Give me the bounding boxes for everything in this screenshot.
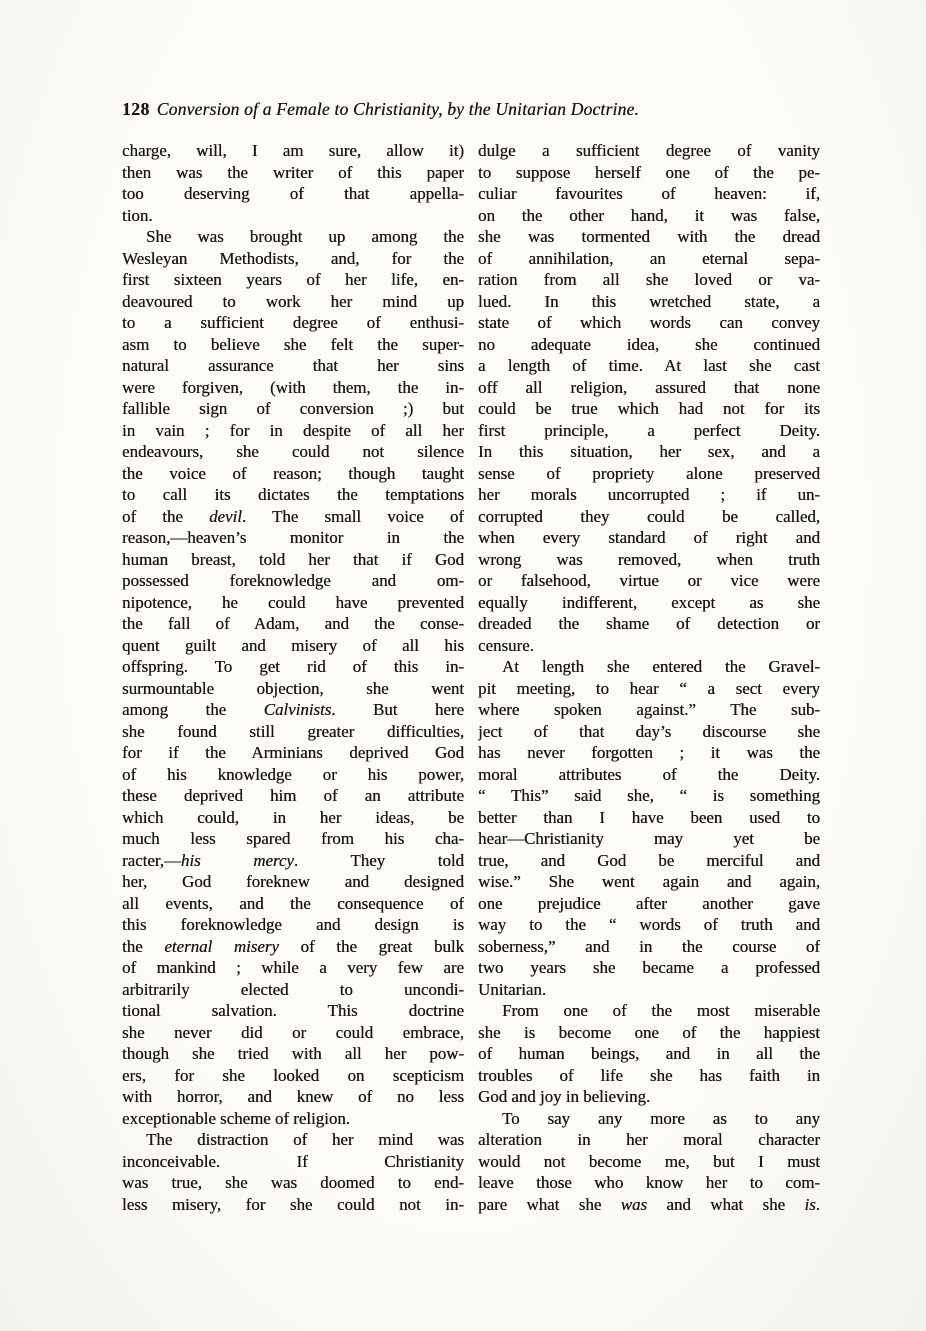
text-line: too deserving of that appella-	[122, 184, 464, 203]
text-line: corrupted they could be called,	[478, 506, 820, 526]
text-line: of annihilation, an eternal sepa-	[478, 248, 820, 268]
text-line: to a sufficient degree of enthusi-	[122, 313, 464, 332]
text-line: racter,—his mercy. They told	[122, 850, 464, 870]
text-line: the voice of reason; though taught	[122, 463, 464, 483]
text-line: lued. In this wretched state, a	[478, 291, 820, 311]
text-line: then was the writer of this paper	[122, 162, 464, 182]
text-line: when every standard of right and	[478, 528, 820, 547]
text-line: Wesleyan Methodists, and, for the	[122, 248, 464, 268]
text-line: she is become one of the happiest	[478, 1022, 820, 1042]
text-line: could be true which had not for its	[478, 399, 820, 418]
text-line: of mankind ; while a very few are	[122, 958, 464, 977]
text-line: asm to believe she felt the super-	[122, 334, 464, 354]
text-line: The distraction of her mind was	[146, 1130, 464, 1149]
text-line: these deprived him of an attribute	[122, 786, 464, 805]
text-line: first sixteen years of her life, en-	[122, 270, 464, 289]
text-line: pare what she was and what she is.	[478, 1194, 820, 1214]
text-line: “ This” said she, “ is something	[478, 786, 820, 805]
text-line: In this situation, her sex, and a	[478, 442, 820, 461]
text-line: fallible sign of conversion ;) but	[122, 399, 464, 418]
text-line: ers, for she looked on scepticism	[122, 1065, 464, 1085]
text-line: two years she became a professed	[478, 958, 820, 977]
text-line: dreaded the shame of detection or	[478, 614, 820, 633]
text-line: pit meeting, to hear “ a sect every	[478, 678, 820, 698]
text-line: equally indifferent, except as she	[478, 592, 820, 612]
text-line: less misery, for she could not in-	[122, 1194, 464, 1214]
text-line: wrong was removed, when truth	[478, 549, 820, 569]
text-line: first principle, a perfect Deity.	[478, 420, 820, 440]
left-column	[122, 140, 464, 1215]
text-line: much less spared from his cha-	[122, 829, 464, 848]
text-line: exceptionable scheme of religion.	[122, 1108, 350, 1128]
text-line: all events, and the consequence of	[122, 893, 464, 913]
text-line: was true, she was doomed to end-	[122, 1173, 464, 1192]
text-line: To say any more as to any	[502, 1108, 820, 1128]
text-line: way to the “ words of truth and	[478, 915, 820, 934]
text-line: of the devil. The small voice of	[122, 506, 464, 526]
text-line: better than I have been used to	[478, 807, 820, 827]
text-line: which could, in her ideas, be	[122, 807, 464, 827]
text-line: nipotence, he could have prevented	[122, 592, 464, 612]
text-line: At length she entered the Gravel-	[502, 657, 820, 676]
text-line: she found still greater difficulties,	[122, 721, 464, 741]
text-line: with horror, and knew of no less	[122, 1087, 464, 1106]
text-line: were forgiven, (with them, the in-	[122, 377, 464, 397]
text-line: the fall of Adam, and the conse-	[122, 614, 464, 633]
text-line: her morals uncorrupted ; if un-	[478, 485, 820, 504]
text-line: would not become me, but I must	[478, 1151, 820, 1171]
text-line: she never did or could embrace,	[122, 1022, 464, 1042]
text-line: censure.	[478, 635, 534, 655]
text-line: true, and God be merciful and	[478, 850, 820, 870]
text-line: leave those who know her to com-	[478, 1173, 820, 1192]
text-line: moral attributes of the Deity.	[478, 764, 820, 784]
text-line: tion.	[122, 205, 153, 225]
text-line: her, God foreknew and designed	[122, 872, 464, 891]
text-line: From one of the most miserable	[502, 1001, 820, 1020]
text-line: or falsehood, virtue or vice were	[478, 571, 820, 590]
text-line: surmountable objection, she went	[122, 678, 464, 698]
text-line: human breast, told her that if God	[122, 549, 464, 569]
text-line: deavoured to work her mind up	[122, 291, 464, 311]
running-head	[122, 98, 820, 120]
text-line: reason,—heaven’s monitor in the	[122, 528, 464, 547]
text-line: on the other hand, it was false,	[478, 205, 820, 225]
text-line: ject of that day’s discourse she	[478, 721, 820, 741]
text-line: in vain ; for in despite of all her	[122, 420, 464, 440]
text-line: has never forgotten ; it was the	[478, 743, 820, 762]
text-line: this foreknowledge and design is	[122, 915, 464, 934]
text-line: alteration in her moral character	[478, 1130, 820, 1149]
text-line: She was brought up among the	[146, 227, 464, 246]
page-number: 128	[122, 99, 150, 119]
page-content	[122, 98, 820, 1215]
text-line: inconceivable. If Christianity	[122, 1151, 464, 1171]
text-line: God and joy in believing.	[478, 1087, 651, 1106]
text-line: off all religion, assured that none	[478, 377, 820, 397]
text-line: where spoken against.” The sub-	[478, 700, 820, 719]
text-line: possessed foreknowledge and om-	[122, 571, 464, 590]
text-line: sense of propriety alone preserved	[478, 463, 820, 483]
text-line: though she tried with all her pow-	[122, 1044, 464, 1063]
text-line: ration from all she loved or va-	[478, 270, 820, 289]
text-line: troubles of life she has faith in	[478, 1065, 820, 1085]
text-line: tional salvation. This doctrine	[122, 1001, 464, 1020]
text-line: a length of time. At last she cast	[478, 356, 820, 375]
text-line: arbitrarily elected to uncondi-	[122, 979, 464, 999]
text-line: culiar favourites of heaven: if,	[478, 184, 820, 203]
text-line: the eternal misery of the great bulk	[122, 936, 464, 956]
text-line: soberness,” and in the course of	[478, 936, 820, 956]
text-line: of his knowledge or his power,	[122, 764, 464, 784]
two-column-text-block	[122, 140, 820, 1215]
right-column	[478, 140, 820, 1215]
text-line: to suppose herself one of the pe-	[478, 162, 820, 182]
text-line: quent guilt and misery of all his	[122, 635, 464, 655]
text-line: of human beings, and in all the	[478, 1044, 820, 1063]
text-line: natural assurance that her sins	[122, 356, 464, 375]
text-line: wise.” She went again and again,	[478, 872, 820, 891]
text-line: state of which words can convey	[478, 313, 820, 332]
text-line: dulge a sufficient degree of vanity	[478, 141, 820, 160]
text-line: Unitarian.	[478, 979, 547, 999]
text-line: among the Calvinists. But here	[122, 700, 464, 719]
text-line: one prejudice after another gave	[478, 893, 820, 913]
text-line: charge, will, I am sure, allow it)	[122, 141, 464, 160]
text-line: hear—Christianity may yet be	[478, 829, 820, 848]
page-title: Conversion of a Female to Christianity, by the Unitarian Doctrine.	[156, 99, 640, 119]
text-line: to call its dictates the temptations	[122, 485, 464, 504]
text-line: no adequate idea, she continued	[478, 334, 820, 354]
text-line: endeavours, she could not silence	[122, 442, 464, 461]
text-line: offspring. To get rid of this in-	[122, 657, 464, 676]
text-line: she was tormented with the dread	[478, 227, 820, 246]
text-line: for if the Arminians deprived God	[122, 743, 464, 762]
